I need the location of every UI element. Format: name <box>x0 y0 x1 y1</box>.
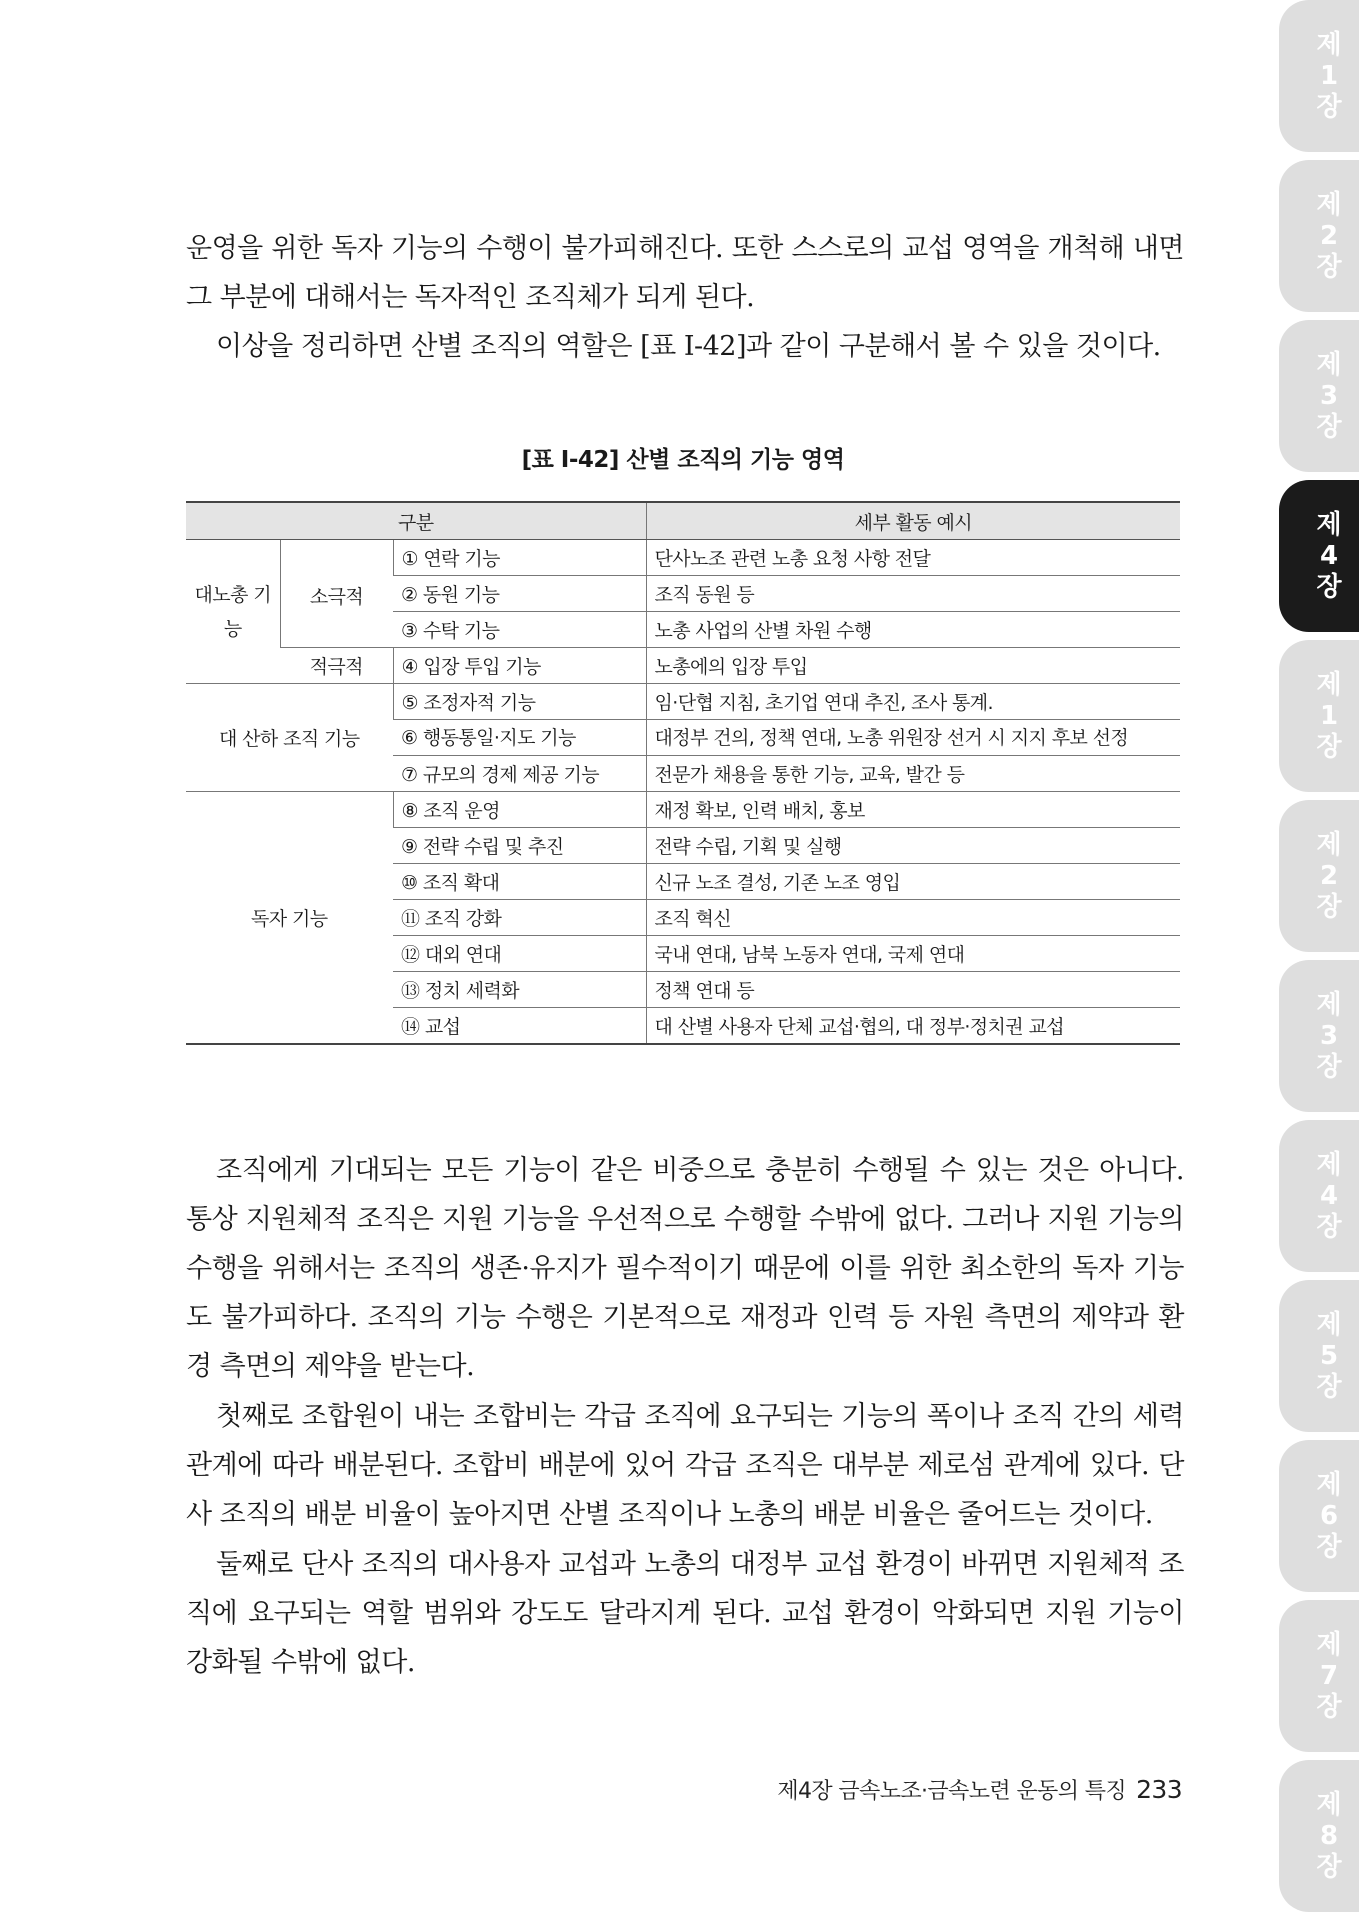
chapter-tab-11[interactable] <box>1279 1600 1359 1752</box>
chapter-tab-text: 4 <box>1319 1180 1339 1211</box>
chapter-tab-text: 3 <box>1319 380 1339 411</box>
example-cell: 조직 동원 등 <box>646 576 1180 612</box>
chapter-tab-text: 제 <box>1316 1149 1342 1180</box>
page-footer <box>777 1774 1182 1805</box>
example-cell: 정책 연대 등 <box>646 972 1180 1008</box>
chapter-tab-text: 제 <box>1316 1469 1342 1500</box>
chapter-tab-text: 장 <box>1316 1371 1342 1402</box>
chapter-tab-text: 제 <box>1316 509 1342 540</box>
chapter-tab-text: 제 <box>1316 349 1342 380</box>
function-cell: ⑫ 대외 연대 <box>393 936 646 972</box>
header-category: 구분 <box>186 502 646 540</box>
example-cell: 전략 수립, 기획 및 실행 <box>646 828 1180 864</box>
chapter-tab-text: 제 <box>1316 189 1342 220</box>
function-cell: ⑪ 조직 강화 <box>393 900 646 936</box>
function-table <box>186 501 1180 1045</box>
chapter-tab-text: 제 <box>1316 1309 1342 1340</box>
header-examples: 세부 활동 예시 <box>646 502 1180 540</box>
chapter-tab-text: 장 <box>1316 251 1342 282</box>
chapter-tab-text: 장 <box>1316 1851 1342 1882</box>
body-paragraph-2: 첫째로 조합원이 내는 조합비는 각급 조직에 요구되는 기능의 폭이나 조직 간의 세력관계에 따라 배분된다. 조합비 배분에 있어 각급 조직은 대부분 제로섬 관계에 있다. 단사 조직의 배분 비율이 높아지면 산별 조직이나 노총의 배분 비율은 줄어드는 것이다. <box>186 1401 1184 1530</box>
example-cell: 단사노조 관련 노총 요청 사항 전달 <box>646 540 1180 576</box>
chapter-tab-text: 장 <box>1316 91 1342 122</box>
chapter-tab-text: 5 <box>1319 1340 1339 1371</box>
function-cell: ⑥ 행동통일·지도 기능 <box>393 720 646 756</box>
chapter-tab-text: 장 <box>1316 1211 1342 1242</box>
function-cell: ⑤ 조정자적 기능 <box>393 684 646 720</box>
chapter-tab-4[interactable] <box>1279 480 1359 632</box>
chapter-tab-text: 장 <box>1316 571 1342 602</box>
intro-summary-paragraph: 이상을 정리하면 산별 조직의 역할은 [표 Ⅰ-42]과 같이 구분해서 볼 수 있을 것이다. <box>216 331 1161 362</box>
example-cell: 노총에의 입장 투입 <box>646 648 1180 684</box>
chapter-tab-text: 8 <box>1319 1820 1339 1851</box>
chapter-tab-7[interactable] <box>1279 960 1359 1112</box>
sub-active-label: 적극적 <box>280 648 393 684</box>
chapter-tab-text: 제 <box>1316 1789 1342 1820</box>
function-cell: ⑦ 규모의 경제 제공 기능 <box>393 756 646 792</box>
table-row <box>186 792 1180 828</box>
chapter-tab-text: 장 <box>1316 1051 1342 1082</box>
chapter-tab-1[interactable] <box>1279 0 1359 152</box>
chapter-tab-text: 4 <box>1319 540 1339 571</box>
example-cell: 신규 노조 결성, 기존 노조 영입 <box>646 864 1180 900</box>
function-cell: ② 동원 기능 <box>393 576 646 612</box>
chapter-tab-8[interactable] <box>1279 1120 1359 1272</box>
chapter-tab-text: 1 <box>1319 700 1339 731</box>
table-row <box>186 684 1180 720</box>
function-cell: ⑭ 교섭 <box>393 1008 646 1045</box>
chapter-tab-text: 7 <box>1319 1660 1339 1691</box>
chapter-tab-text: 장 <box>1316 1531 1342 1562</box>
chapter-tab-text: 제 <box>1316 29 1342 60</box>
chapter-tab-text: 제 <box>1316 989 1342 1020</box>
example-cell: 조직 혁신 <box>646 900 1180 936</box>
chapter-tab-text: 제 <box>1316 669 1342 700</box>
example-cell: 노총 사업의 산별 차원 수행 <box>646 612 1180 648</box>
chapter-tab-text: 2 <box>1319 220 1339 251</box>
group-lower-label: 대 산하 조직 기능 <box>186 684 393 792</box>
chapter-tab-5[interactable] <box>1279 640 1359 792</box>
function-cell: ① 연락 기능 <box>393 540 646 576</box>
chapter-tab-text: 장 <box>1316 411 1342 442</box>
table-row <box>186 648 1180 684</box>
chapter-tab-9[interactable] <box>1279 1280 1359 1432</box>
group-own-label: 독자 기능 <box>186 792 393 1045</box>
chapter-tab-text: 1 <box>1319 60 1339 91</box>
chapter-tab-text: 6 <box>1319 1500 1339 1531</box>
function-cell: ⑩ 조직 확대 <box>393 864 646 900</box>
example-cell: 대 산별 사용자 단체 교섭·협의, 대 정부·정치권 교섭 <box>646 1008 1180 1045</box>
chapter-tab-text: 3 <box>1319 1020 1339 1051</box>
function-cell: ⑧ 조직 운영 <box>393 792 646 828</box>
example-cell: 임·단협 지침, 초기업 연대 추진, 조사 통계. <box>646 684 1180 720</box>
function-cell: ③ 수탁 기능 <box>393 612 646 648</box>
chapter-tab-2[interactable] <box>1279 160 1359 312</box>
body-paragraph-1: 조직에게 기대되는 모든 기능이 같은 비중으로 충분히 수행될 수 있는 것은 아니다. 통상 지원체적 조직은 지원 기능을 우선적으로 수행할 수밖에 없다. 그러나 지원 기능의 수행을 위해서는 조직의 생존·유지가 필수적이기 때문에 이를 위한 최소한의 독자 기능도 불가피하다. 조직의 기능 수행은 기본적으로 재정과 인력 등 자원 측면의 제약과 환경 측면의 제약을 받는다. <box>186 1155 1184 1382</box>
table-title: [표 Ⅰ-42] 산별 조직의 기능 영역 <box>521 447 845 473</box>
chapter-tab-10[interactable] <box>1279 1440 1359 1592</box>
function-cell: ⑨ 전략 수립 및 추진 <box>393 828 646 864</box>
footer-chapter-title: 제4장 금속노조·금속노련 운동의 특징 <box>777 1779 1127 1804</box>
example-cell: 재정 확보, 인력 배치, 홍보 <box>646 792 1180 828</box>
chapter-tab-text: 장 <box>1316 1691 1342 1722</box>
intro-paragraph: 운영을 위한 독자 기능의 수행이 불가피해진다. 또한 스스로의 교섭 영역을 개척해 내면 그 부분에 대해서는 독자적인 조직체가 되게 된다. <box>186 233 1184 313</box>
table-header-row <box>186 502 1180 540</box>
function-cell: ④ 입장 투입 기능 <box>393 648 646 684</box>
chapter-tab-text: 장 <box>1316 891 1342 922</box>
chapter-tab-text: 장 <box>1316 731 1342 762</box>
chapter-tab-3[interactable] <box>1279 320 1359 472</box>
body-paragraph-3: 둘째로 단사 조직의 대사용자 교섭과 노총의 대정부 교섭 환경이 바뀌면 지원체적 조직에 요구되는 역할 범위와 강도도 달라지게 된다. 교섭 환경이 악화되면 지원 기능이 강화될 수밖에 없다. <box>186 1549 1184 1678</box>
group-confed-label: 대노총 기능 <box>186 540 280 684</box>
chapter-tab-12[interactable] <box>1279 1760 1359 1912</box>
example-cell: 대정부 건의, 정책 연대, 노총 위원장 선거 시 지지 후보 선정 <box>646 720 1180 756</box>
chapter-tab-6[interactable] <box>1279 800 1359 952</box>
sub-passive-label: 소극적 <box>280 540 393 648</box>
chapter-tab-text: 제 <box>1316 1629 1342 1660</box>
chapter-tab-text: 2 <box>1319 860 1339 891</box>
function-cell: ⑬ 정치 세력화 <box>393 972 646 1008</box>
page-number: 233 <box>1136 1775 1182 1804</box>
table-row <box>186 540 1180 576</box>
chapter-tab-text: 제 <box>1316 829 1342 860</box>
example-cell: 국내 연대, 남북 노동자 연대, 국제 연대 <box>646 936 1180 972</box>
example-cell: 전문가 채용을 통한 기능, 교육, 발간 등 <box>646 756 1180 792</box>
